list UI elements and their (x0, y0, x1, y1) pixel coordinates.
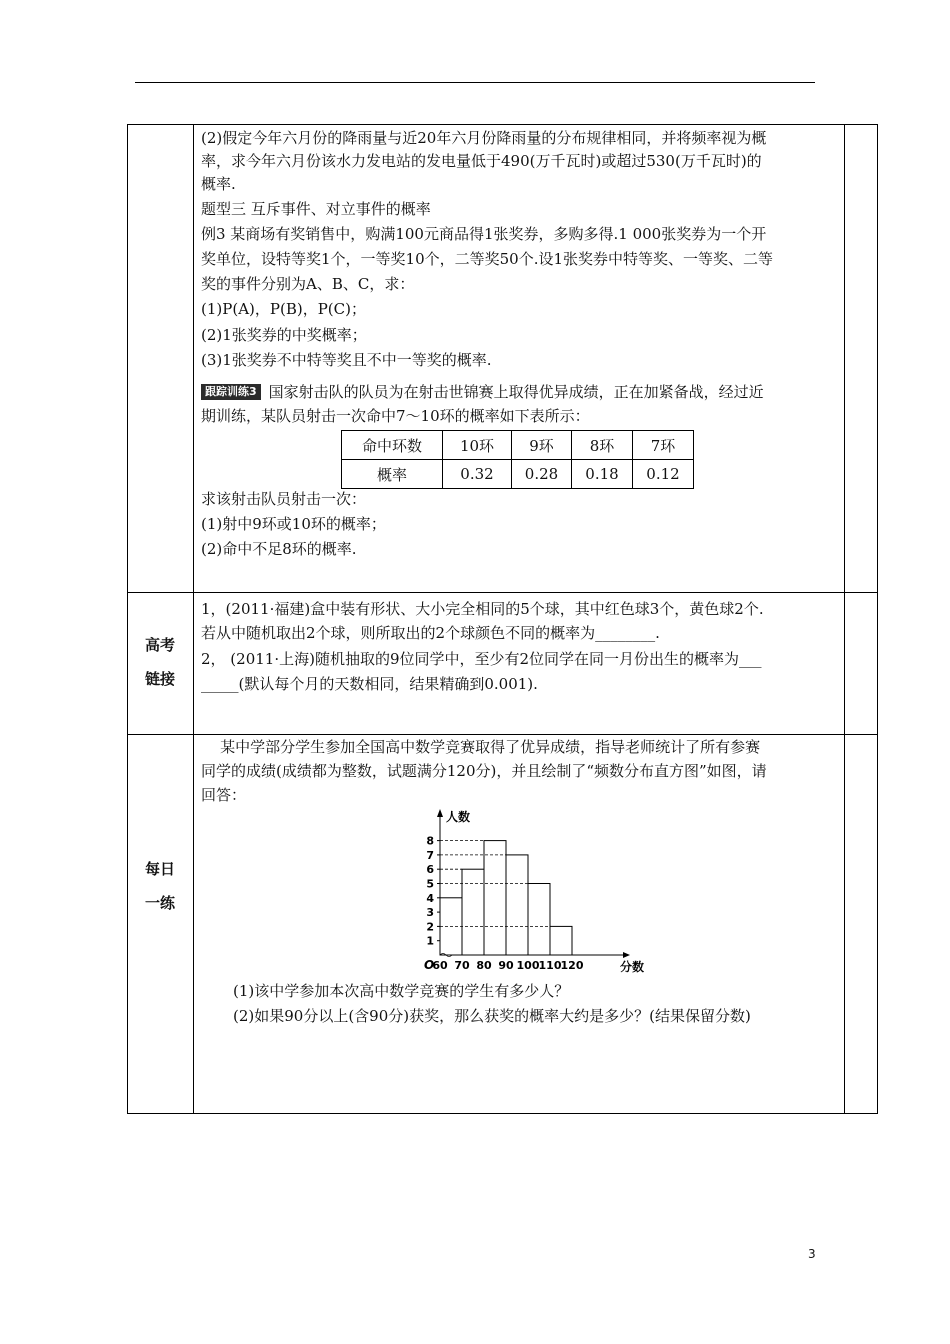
table-cell: 10环 (443, 431, 512, 460)
table-cell: 9环 (512, 431, 572, 460)
text-line: 期训练，某队员射击一次命中7～10环的概率如下表所示： (201, 407, 590, 425)
text-line: 奖单位，设特等奖1个，一等奖10个，二等奖50个.设1张奖券中特等奖、一等奖、二等 (201, 250, 774, 268)
table-cell: 0.12 (633, 460, 694, 489)
text-line: 某中学部分学生参加全国高中数学竞赛取得了优异成绩，指导老师统计了所有参赛 (201, 738, 761, 756)
question-line: (2)如果90分以上(含90分)获奖，那么获奖的概率大约是多少？(结果保留分数) (233, 1007, 751, 1025)
text-line: (2)1张奖券的中奖概率； (201, 326, 367, 344)
y-axis-arrow (437, 809, 443, 817)
histogram-bar (484, 841, 506, 955)
text-line: 回答： (201, 786, 247, 804)
table-cell: 7环 (633, 431, 694, 460)
table-row (342, 431, 694, 460)
x-tick-label: 70 (454, 959, 470, 972)
table-cell: 8环 (572, 431, 633, 460)
text-line: 概率. (201, 175, 236, 193)
y-tick-label: 3 (426, 906, 434, 920)
y-tick-label: 1 (426, 934, 434, 948)
y-tick-label: 5 (426, 877, 434, 891)
histogram-bar (462, 869, 484, 955)
text-line: (1)射中9环或10环的概率； (201, 515, 386, 533)
text-line: _____(默认每个月的天数相同，结果精确到0.001). (201, 675, 538, 693)
column-divider-left (193, 124, 194, 1114)
text-line: 率，求今年六月份该水力发电站的发电量低于490(万千瓦时)或超过530(万千瓦时)的 (201, 152, 762, 170)
x-tick-label: 90 (498, 959, 514, 972)
x-tick-label: 120 (560, 959, 584, 972)
text-line: (1)P(A)，P(B)，P(C)； (201, 300, 366, 318)
table-cell: 0.28 (512, 460, 572, 489)
training-text: 国家射击队的队员为在射击世锦赛上取得优异成绩，正在加紧备战，经过近 (268, 383, 764, 401)
y-axis-label: 人数 (446, 810, 471, 824)
table-row (342, 460, 694, 489)
origin-label: O (424, 958, 435, 972)
x-tick-label: 100 (516, 959, 540, 972)
table-cell: 0.32 (443, 460, 512, 489)
text-line: 求该射击队员射击一次： (201, 490, 367, 508)
x-tick-label: 60 (432, 959, 448, 972)
table-cell: 概率 (342, 460, 443, 489)
y-tick-label: 2 (426, 920, 434, 934)
column-divider-right (844, 124, 845, 1114)
text-line: 同学的成绩(成绩都为整数，试题满分120分)，并且绘制了“频数分布直方图”如图，请 (201, 762, 767, 780)
header-rule (135, 82, 815, 83)
label-line: 每日 (144, 860, 175, 878)
histogram-chart (420, 805, 660, 975)
y-tick-label: 4 (426, 891, 434, 905)
probability-table (341, 430, 694, 489)
section-label-daily-practice (127, 852, 193, 920)
training-line (201, 381, 764, 404)
text-line: 1，(2011·福建)盒中装有形状、大小完全相同的5个球，其中红色球3个，黄色球2个. (201, 600, 764, 618)
histogram-bar (550, 926, 572, 955)
x-tick-label: 80 (476, 959, 492, 972)
text-line: 奖的事件分别为A、B、C，求： (201, 275, 415, 293)
table-cell: 命中环数 (342, 431, 443, 460)
text-line: (2)命中不足8环的概率. (201, 540, 357, 558)
text-line: 若从中随机取出2个球，则所取出的2个球颜色不同的概率为________. (201, 624, 660, 642)
text-line: (2)假定今年六月份的降雨量与近20年六月份降雨量的分布规律相同，并将频率视为概 (201, 129, 767, 147)
row-divider-1 (127, 592, 878, 593)
histogram-bar (528, 884, 550, 956)
x-axis-arrow (623, 952, 630, 958)
label-line: 高考 (144, 636, 175, 654)
histogram-bar (506, 855, 528, 955)
question-line: (1)该中学参加本次高中数学竞赛的学生有多少人？ (233, 982, 570, 1000)
row-divider-2 (127, 734, 878, 735)
x-axis-label: 分数 (620, 960, 645, 974)
y-tick-label: 8 (426, 834, 434, 848)
text-line: 例3 某商场有奖销售中，购满100元商品得1张奖券，多购多得.1 000张奖券为一个开 (201, 225, 767, 243)
section-label-exam-link (127, 628, 193, 696)
text-line: 2， (2011·上海)随机抽取的9位同学中，至少有2位同学在同一月份出生的概率为___ (201, 650, 762, 668)
label-line: 链接 (144, 670, 175, 688)
page-number: 3 (808, 1247, 816, 1261)
training-badge: 跟踪训练3 (201, 384, 261, 400)
subheading: 题型三 互斥事件、对立事件的概率 (201, 200, 431, 218)
text-line: (3)1张奖券不中特等奖且不中一等奖的概率. (201, 351, 492, 369)
label-line: 一练 (144, 894, 175, 912)
table-cell: 0.18 (572, 460, 633, 489)
y-tick-label: 7 (426, 848, 434, 862)
y-tick-label: 6 (426, 863, 434, 877)
x-tick-label: 110 (538, 959, 562, 972)
